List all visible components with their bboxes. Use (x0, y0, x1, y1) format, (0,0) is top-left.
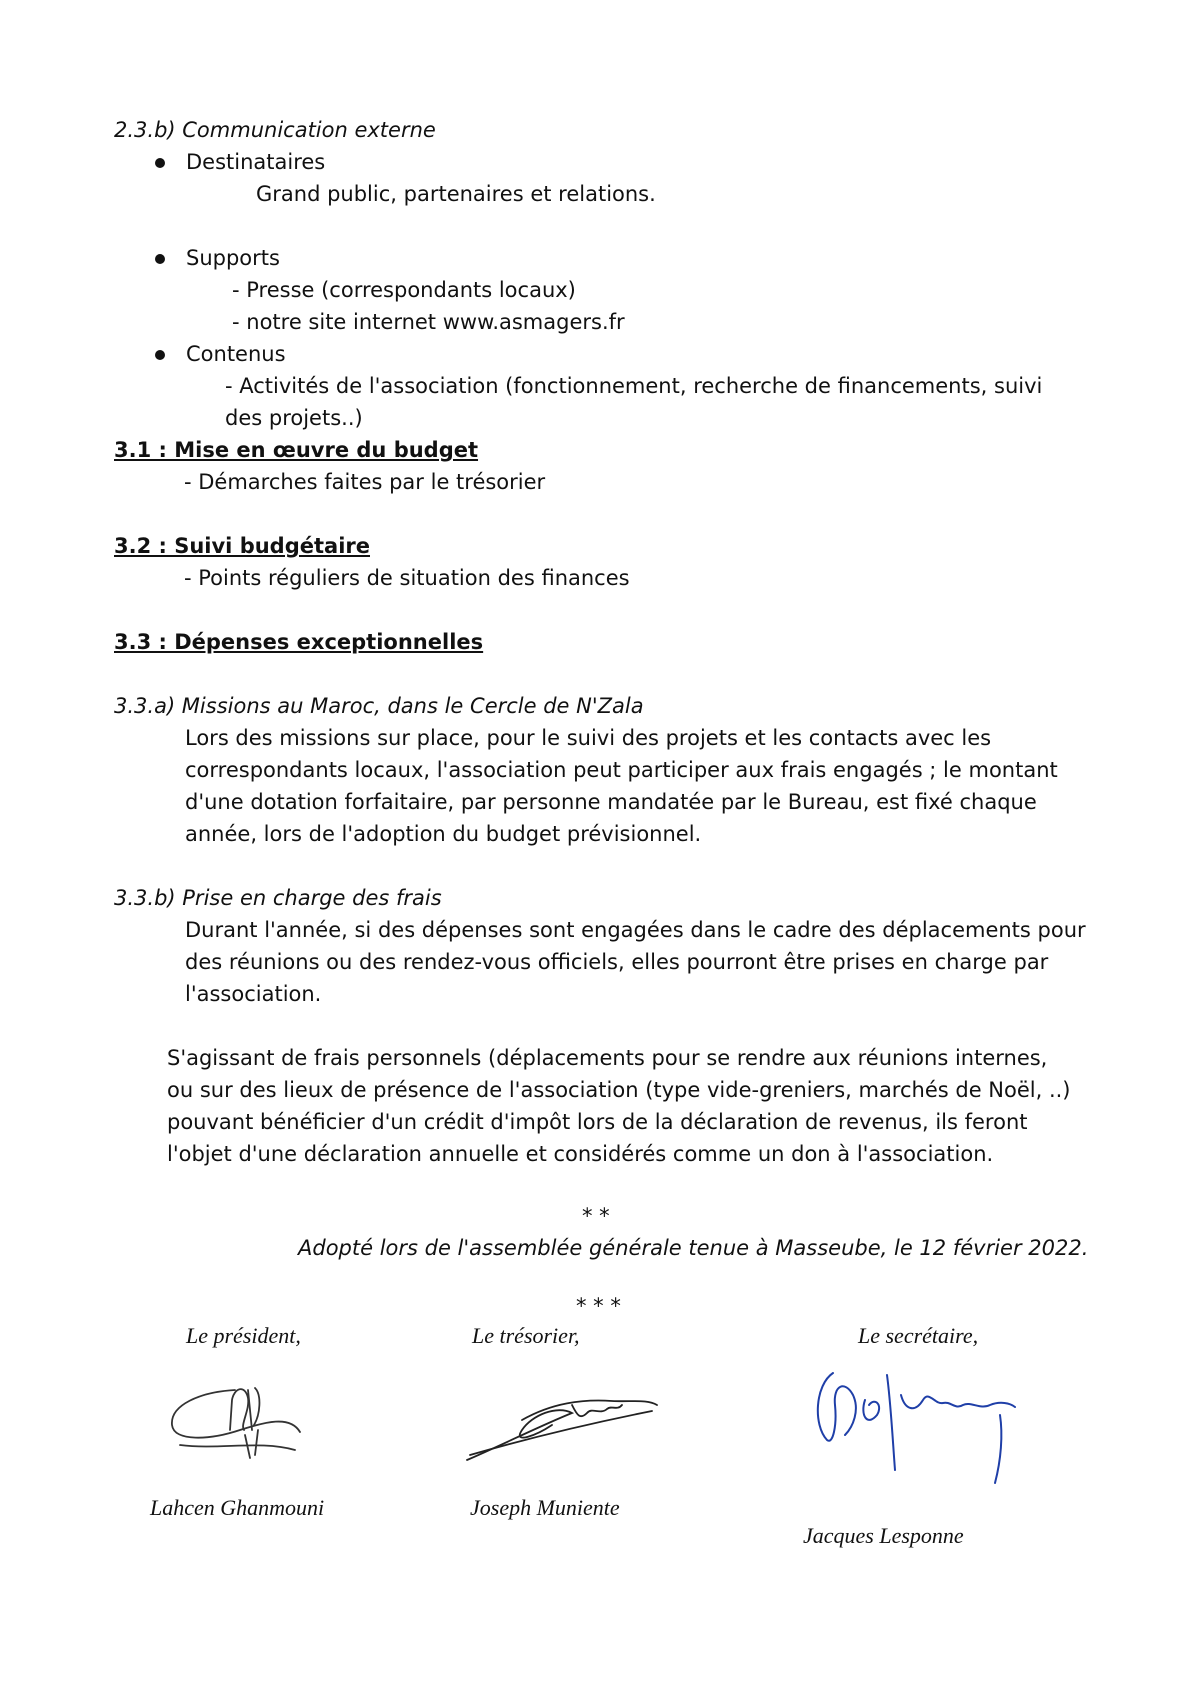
list-item-text: Grand public, partenaires et relations. (256, 182, 656, 206)
signature-president-image (160, 1370, 310, 1460)
signatory-role-president: Le président, (186, 1323, 301, 1348)
section-heading-2-3-b: 2.3.b) Communication externe (114, 118, 436, 142)
body-line: Durant l'année, si des dépenses sont engagées dans le cadre des déplacements pour (185, 918, 1086, 942)
signatory-name-treasurer: Joseph Muniente (470, 1495, 620, 1520)
body-line: correspondants locaux, l'association peut participer aux frais engagés ; le montant (185, 758, 1058, 782)
body-line: - Démarches faites par le trésorier (184, 470, 546, 494)
body-line: - Points réguliers de situation des finances (184, 566, 630, 590)
section-heading-3-3-a: 3.3.a) Missions au Maroc, dans le Cercle de N'Zala (114, 694, 644, 718)
signatory-role-secretary: Le secrétaire, (858, 1323, 979, 1348)
bullet-icon (155, 350, 165, 360)
body-line: pouvant bénéficier d'un crédit d'impôt lors de la déclaration de revenus, ils feront (167, 1110, 1028, 1134)
body-line: des réunions ou des rendez-vous officiels, elles pourront être prises en charge par (185, 950, 1049, 974)
body-line: d'une dotation forfaitaire, par personne mandatée par le Bureau, est fixé chaque (185, 790, 1037, 814)
signature-secretary-image (805, 1365, 1035, 1495)
section-heading-3-1: 3.1 : Mise en œuvre du budget (114, 438, 479, 462)
adoption-statement: Adopté lors de l'assemblée générale tenue à Masseube, le 12 février 2022. (298, 1236, 1089, 1260)
body-line: l'objet d'une déclaration annuelle et considérés comme un don à l'association. (167, 1142, 994, 1166)
list-item-label: Supports (186, 246, 280, 270)
list-item-text: des projets..) (225, 406, 363, 430)
signature-treasurer-image (462, 1375, 662, 1465)
bullet-icon (155, 158, 165, 168)
section-heading-3-3: 3.3 : Dépenses exceptionnelles (114, 630, 484, 654)
list-item-label: Contenus (186, 342, 286, 366)
body-line: Lors des missions sur place, pour le suivi des projets et les contacts avec les (185, 726, 992, 750)
signatory-name-secretary: Jacques Lesponne (803, 1523, 964, 1548)
section-heading-3-2: 3.2 : Suivi budgétaire (114, 534, 370, 558)
section-heading-3-3-b: 3.3.b) Prise en charge des frais (114, 886, 442, 910)
body-line: année, lors de l'adoption du budget prévisionnel. (185, 822, 702, 846)
list-item-text: - notre site internet www.asmagers.fr (232, 310, 625, 334)
body-line: l'association. (185, 982, 322, 1006)
signatory-role-treasurer: Le trésorier, (472, 1323, 580, 1348)
separator-stars: * * * (576, 1294, 621, 1318)
separator-stars: * * (582, 1204, 610, 1228)
list-item-label: Destinataires (186, 150, 326, 174)
signatory-name-president: Lahcen Ghanmouni (150, 1495, 325, 1520)
body-line: ou sur des lieux de présence de l'association (type vide-greniers, marchés de Noël, ..) (167, 1078, 1071, 1102)
body-line: S'agissant de frais personnels (déplacements pour se rendre aux réunions internes, (167, 1046, 1048, 1070)
list-item-text: - Presse (correspondants locaux) (232, 278, 576, 302)
bullet-icon (155, 254, 165, 264)
list-item-text: - Activités de l'association (fonctionnement, recherche de financements, suivi (225, 374, 1043, 398)
